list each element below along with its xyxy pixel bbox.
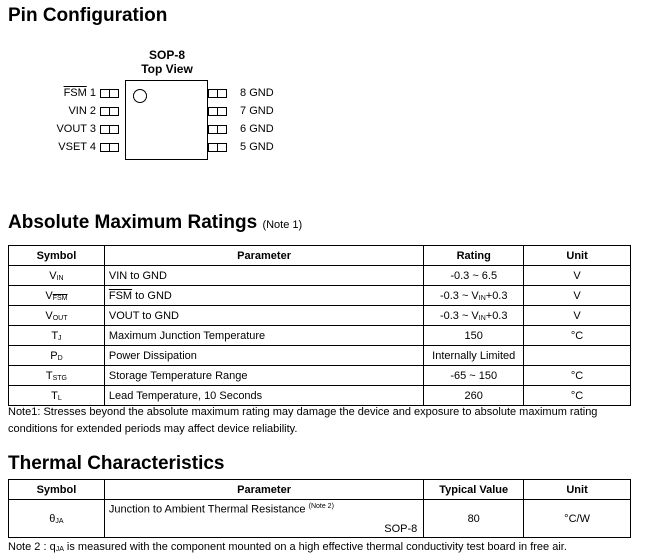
pin-name: GND [249,105,274,117]
pin-name: VSET [58,141,87,153]
rating-sub: IN [478,314,486,322]
symbol-text: V [45,309,53,322]
pin-number: 7 [240,105,247,117]
abs-max-rating [424,386,524,406]
thermal-note-sub: JA [55,546,64,553]
rating-text: 150 [464,329,483,342]
pin-name: GND [249,87,274,99]
rating-text: -0.3 ~ 6.5 [450,269,498,282]
thermal-unit: °C/W [524,500,631,538]
abs-max-rating [424,266,524,286]
pin-number: 1 [89,87,96,99]
thermal-param-note: (Note 2) [308,503,334,510]
pin-config-title: Pin Configuration [8,5,168,26]
abs-max-symbol [9,286,105,306]
symbol-sub: J [58,334,62,342]
abs-max-table [8,245,631,406]
abs-max-title [8,212,302,234]
right-pin-label [240,105,274,117]
param-overline-text: $\overline{FSM}$ [108,289,133,302]
right-pin-label [240,123,274,135]
symbol-text: θ [49,512,56,525]
left-pin-label [6,141,96,153]
abs-max-symbol [9,326,105,346]
rating-tail: +0.3 [485,309,508,322]
symbol-sub: FSM [52,294,68,302]
abs-max-unit: °C [524,326,631,346]
abs-max-parameter [104,346,423,366]
table-row [9,500,631,538]
pin-number: 6 [240,123,247,135]
table-row [9,366,631,386]
pin-name: $\overline{FSM}$ [63,87,87,99]
pin-number: 8 [240,87,247,99]
abs-max-unit: V [524,286,631,306]
param-text: Power Dissipation [108,349,197,362]
pin-lead [100,89,119,98]
abs-max-parameter [104,366,423,386]
rating-text: -0.3 ~ V [439,309,479,322]
pin-name: GND [249,123,274,135]
param-text: Lead Temperature, 10 Seconds [108,389,263,402]
pin-lead [100,143,119,152]
rating-text: -65 ~ 150 [450,369,498,382]
abs-max-parameter [104,306,423,326]
pin-lead [100,125,119,134]
thermal-value: 80 [424,500,524,538]
abs-max-rating [424,326,524,346]
package-view: Top View [141,62,193,76]
table-row [9,346,631,366]
abs-max-unit: V [524,266,631,286]
thermal-param-text: Junction to Ambient Thermal Resistance [108,503,306,516]
table-row [9,386,631,406]
rating-text: Internally Limited [432,349,516,362]
symbol-sub: STG [52,374,67,382]
abs-max-header-symbol: Symbol [9,246,105,266]
pin-number: 2 [89,105,96,117]
symbol-text: T [51,329,59,342]
abs-max-symbol [9,386,105,406]
thermal-table [8,479,631,538]
pin-lead [208,107,227,116]
pin-name: VIN [68,105,87,117]
param-text: VOUT to GND [108,309,179,322]
symbol-sub: D [57,354,63,362]
abs-max-header-parameter: Parameter [104,246,423,266]
abs-max-title-note: (Note 1) [262,219,303,231]
abs-max-parameter [104,266,423,286]
pin-number: 4 [89,141,96,153]
param-text: to GND [132,289,172,302]
param-text: VIN to GND [108,269,167,282]
thermal-header-typical-value: Typical Value [424,480,524,500]
ic-package-outline [125,80,208,160]
abs-max-parameter [104,286,423,306]
pin1-marker-icon [133,89,147,103]
abs-max-symbol [9,306,105,326]
thermal-note-rest: is measured with the component mounted on a high effective thermal conductivity test board in free air. [63,541,567,553]
param-text: Maximum Junction Temperature [108,329,266,342]
symbol-text: T [51,389,58,402]
symbol-text: V [45,289,53,302]
rating-tail: +0.3 [485,289,508,302]
abs-max-symbol [9,346,105,366]
symbol-text: T [45,369,53,382]
symbol-sub: JA [55,517,64,525]
abs-max-unit: V [524,306,631,326]
rating-sub: IN [478,294,486,302]
pin-lead [208,89,227,98]
abs-max-unit [524,346,631,366]
pin-lead [208,125,227,134]
symbol-text: V [49,269,57,282]
abs-max-symbol [9,266,105,286]
symbol-sub: L [57,394,62,402]
thermal-package: SOP-8 [384,523,418,535]
package-name: SOP-8 [148,48,185,62]
thermal-symbol [9,500,105,538]
abs-max-rating [424,366,524,386]
pin-number: 5 [240,141,247,153]
abs-max-unit: °C [524,386,631,406]
symbol-sub: IN [56,274,64,282]
abs-max-rating [424,346,524,366]
abs-max-unit: °C [524,366,631,386]
table-row [9,286,631,306]
right-pin-label [240,87,274,99]
thermal-header-unit: Unit [524,480,631,500]
thermal-note [8,539,638,558]
symbol-text: P [50,349,58,362]
abs-max-rating [424,306,524,326]
left-pin-label [6,123,96,135]
thermal-header-symbol: Symbol [9,480,105,500]
table-row [9,326,631,346]
abs-max-parameter [104,326,423,346]
thermal-title: Thermal Characteristics [8,453,225,474]
left-pin-label [6,87,96,99]
rating-text: 260 [464,389,483,402]
thermal-header-parameter: Parameter [104,480,423,500]
pin-name: VOUT [56,123,87,135]
pin-number: 3 [89,123,96,135]
thermal-note-prefix: Note 2 : q [8,541,56,553]
abs-max-title-text: Absolute Maximum Ratings [8,212,258,233]
pin-name: GND [249,141,274,153]
rating-text: -0.3 ~ V [439,289,479,302]
thermal-parameter [104,500,423,538]
table-row [9,266,631,286]
abs-max-parameter [104,386,423,406]
param-text: Storage Temperature Range [108,369,248,382]
abs-max-rating [424,286,524,306]
abs-max-header-rating: Rating [424,246,524,266]
abs-max-symbol [9,366,105,386]
pin-lead [208,143,227,152]
right-pin-label [240,141,274,153]
symbol-sub: OUT [52,314,68,322]
table-row [9,306,631,326]
left-pin-label [6,105,96,117]
abs-max-header-unit: Unit [524,246,631,266]
abs-max-note: Note1: Stresses beyond the absolute maximum rating may damage the device and exposure to absolute maximum rating conditions for extended periods may affect device reliability. [8,406,598,435]
pin-lead [100,107,119,116]
